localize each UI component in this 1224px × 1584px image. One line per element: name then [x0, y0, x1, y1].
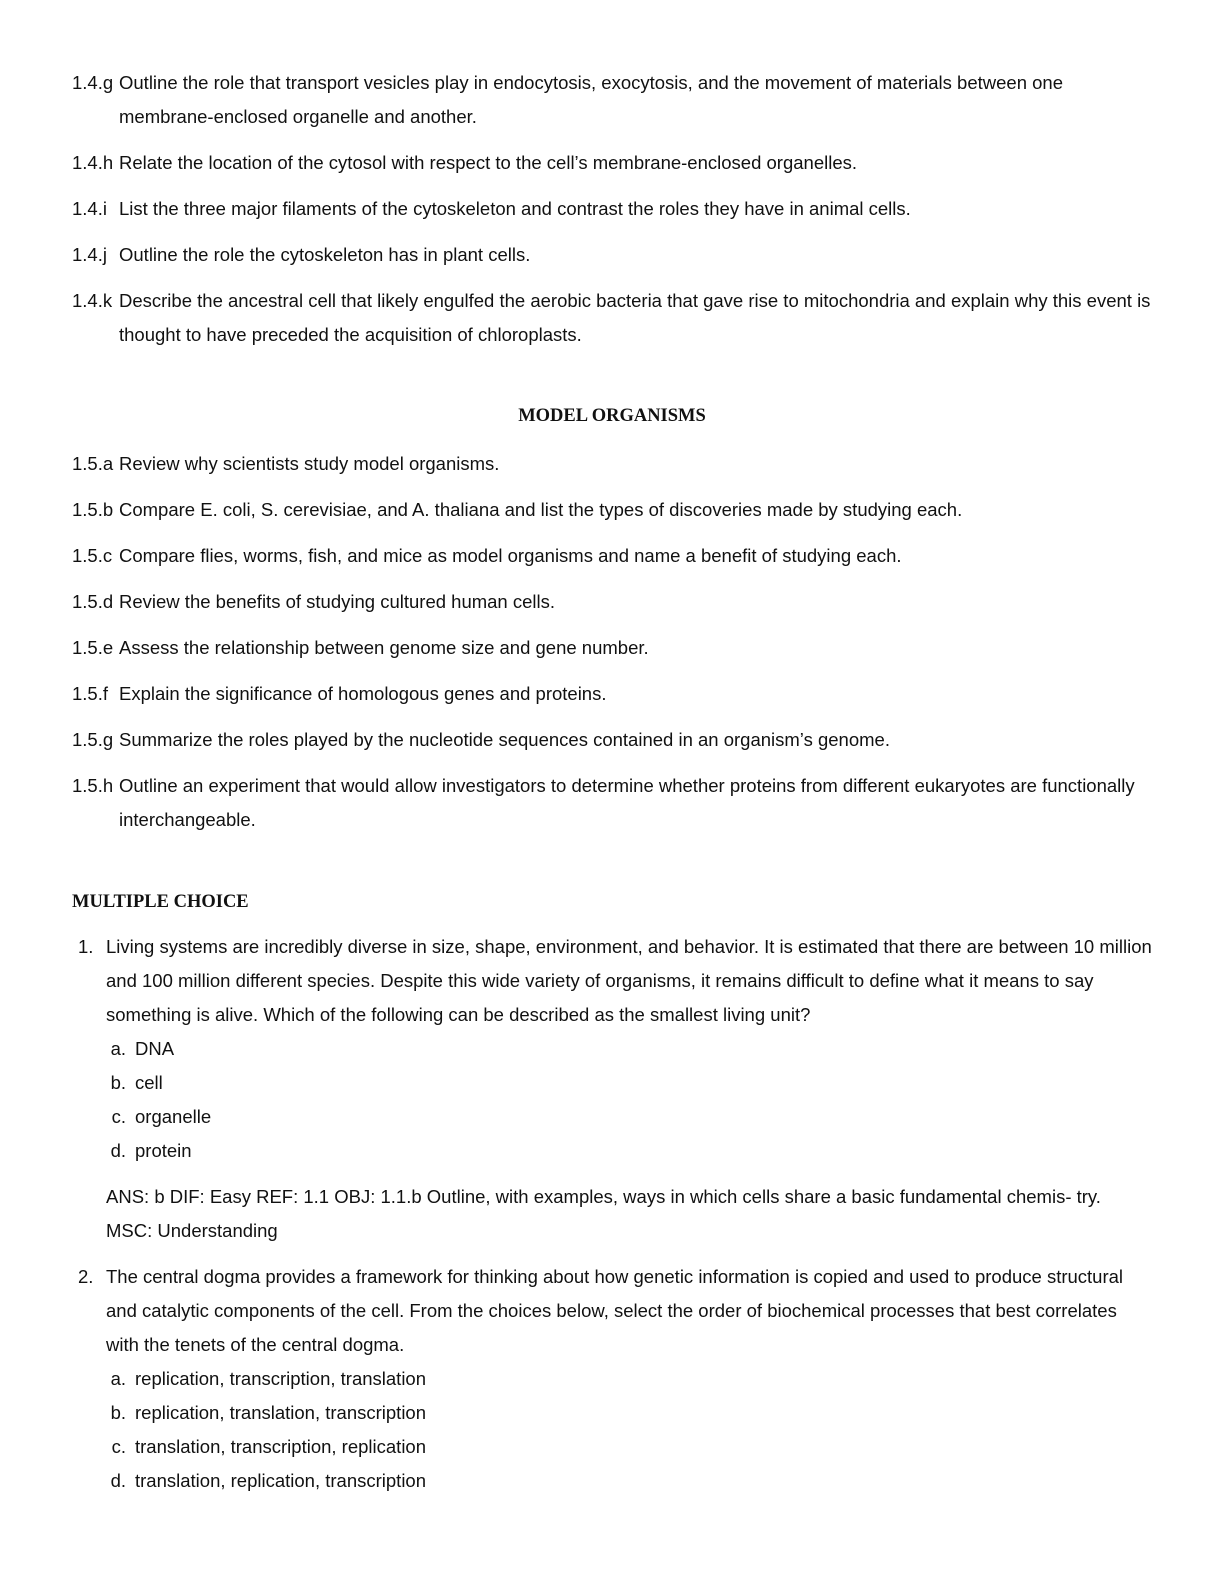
question-stem: Living systems are incredibly diverse in size, shape, environment, and behavior. It is estimated that there are between 10 million and 100 million different species. Despite this wide variety of organisms, it remains difficult to define what it means to say something is alive. Which of the following can be described as the smallest living unit? [106, 936, 1152, 1025]
objective-text: Review the benefits of studying cultured human cells. [119, 591, 556, 612]
objective-text: List the three major filaments of the cytoskeleton and contrast the roles they have in animal cells. [119, 198, 911, 219]
objective-number: 1.5.b [72, 499, 114, 520]
model-objectives-list [72, 447, 1152, 849]
question-stem: The central dogma provides a framework for thinking about how genetic information is copied and used to produce structural and catalytic components of the cell. From the choices below, select the order of biochemical processes that best correlates with the tenets of the central dogma. [106, 1266, 1124, 1355]
objective-text: Describe the ancestral cell that likely engulfed the aerobic bacteria that gave rise to mitochondria and explain why this event is thought to have preceded the acquisition of chloroplasts. [119, 290, 1151, 345]
answer-choice [106, 1430, 1152, 1464]
objective-item [72, 493, 1152, 527]
objective-number: 1.4.g [72, 72, 114, 93]
objective-text: Explain the significance of homologous genes and proteins. [119, 683, 607, 704]
objective-text: Relate the location of the cytosol with respect to the cell’s membrane-enclosed organelles. [119, 152, 858, 173]
choice-letter: b. [110, 1402, 126, 1423]
choice-letter: d. [110, 1140, 126, 1161]
answer-choices [106, 1032, 1152, 1168]
objective-item [72, 238, 1152, 272]
answer-choice [106, 1464, 1152, 1498]
objective-item [72, 284, 1152, 352]
section-title-multiple-choice: MULTIPLE CHOICE [72, 892, 249, 912]
choice-letter: b. [110, 1072, 126, 1093]
objective-number: 1.5.h [72, 775, 114, 796]
objective-number: 1.5.e [72, 637, 114, 658]
objective-text: Assess the relationship between genome size and gene number. [119, 637, 649, 658]
answer-choice [106, 1134, 1152, 1168]
choice-letter: c. [111, 1106, 126, 1127]
choice-letter: a. [110, 1368, 126, 1389]
choice-text: replication, transcription, translation [135, 1368, 427, 1389]
choice-letter: a. [110, 1038, 126, 1059]
choice-letter: d. [110, 1470, 126, 1491]
objective-number: 1.5.g [72, 729, 114, 750]
objective-text: Compare E. coli, S. cerevisiae, and A. thaliana and list the types of discoveries made by studying each. [119, 499, 963, 520]
answer-choice [106, 1396, 1152, 1430]
objective-number: 1.5.c [72, 545, 113, 566]
section-title-model-organisms: MODEL ORGANISMS [518, 406, 706, 426]
objective-number: 1.4.h [72, 152, 114, 173]
answer-key: ANS: b DIF: Easy REF: 1.1 OBJ: 1.1.b Outline, with examples, ways in which cells share a basic fundamental chemis- try. MSC: Understanding [106, 1186, 1101, 1241]
choice-text: cell [135, 1072, 163, 1093]
answer-choice [106, 1032, 1152, 1066]
objective-item [72, 447, 1152, 481]
cell-objectives-list [72, 66, 1152, 364]
objective-item [72, 66, 1152, 134]
choice-text: translation, transcription, replication [135, 1436, 427, 1457]
answer-choice [106, 1066, 1152, 1100]
objective-item [72, 769, 1152, 837]
choice-text: organelle [135, 1106, 212, 1127]
question-number: 1. [78, 936, 94, 957]
objective-text: Review why scientists study model organisms. [119, 453, 500, 474]
objective-item [72, 146, 1152, 180]
objective-item [72, 677, 1152, 711]
objective-text: Outline the role that transport vesicles play in endocytosis, exocytosis, and the movement of materials between one membrane-enclosed organelle and another. [119, 72, 1063, 127]
objective-item [72, 539, 1152, 573]
objective-item [72, 585, 1152, 619]
objective-item [72, 631, 1152, 665]
objective-number: 1.4.k [72, 290, 113, 311]
objective-text: Outline an experiment that would allow investigators to determine whether proteins from different eukaryotes are functionally interchangeable. [119, 775, 1135, 830]
answer-choice [106, 1100, 1152, 1134]
answer-choices [106, 1362, 1152, 1498]
question-item [72, 1260, 1152, 1498]
choice-text: replication, translation, transcription [135, 1402, 427, 1423]
objective-text: Compare flies, worms, fish, and mice as model organisms and name a benefit of studying each. [119, 545, 902, 566]
question-list [72, 930, 1152, 1510]
choice-text: DNA [135, 1038, 175, 1059]
objective-number: 1.5.f [72, 683, 108, 704]
objective-item [72, 192, 1152, 226]
objective-text: Outline the role the cytoskeleton has in plant cells. [119, 244, 531, 265]
question-item [72, 930, 1152, 1248]
question-number: 2. [78, 1266, 94, 1287]
objective-number: 1.4.j [72, 244, 107, 265]
choice-text: translation, replication, transcription [135, 1470, 427, 1491]
answer-choice [106, 1362, 1152, 1396]
objective-number: 1.4.i [72, 198, 107, 219]
choice-text: protein [135, 1140, 192, 1161]
objective-text: Summarize the roles played by the nucleotide sequences contained in an organism’s genome. [119, 729, 890, 750]
objective-number: 1.5.d [72, 591, 114, 612]
choice-letter: c. [111, 1436, 126, 1457]
objective-number: 1.5.a [72, 453, 114, 474]
objective-item [72, 723, 1152, 757]
